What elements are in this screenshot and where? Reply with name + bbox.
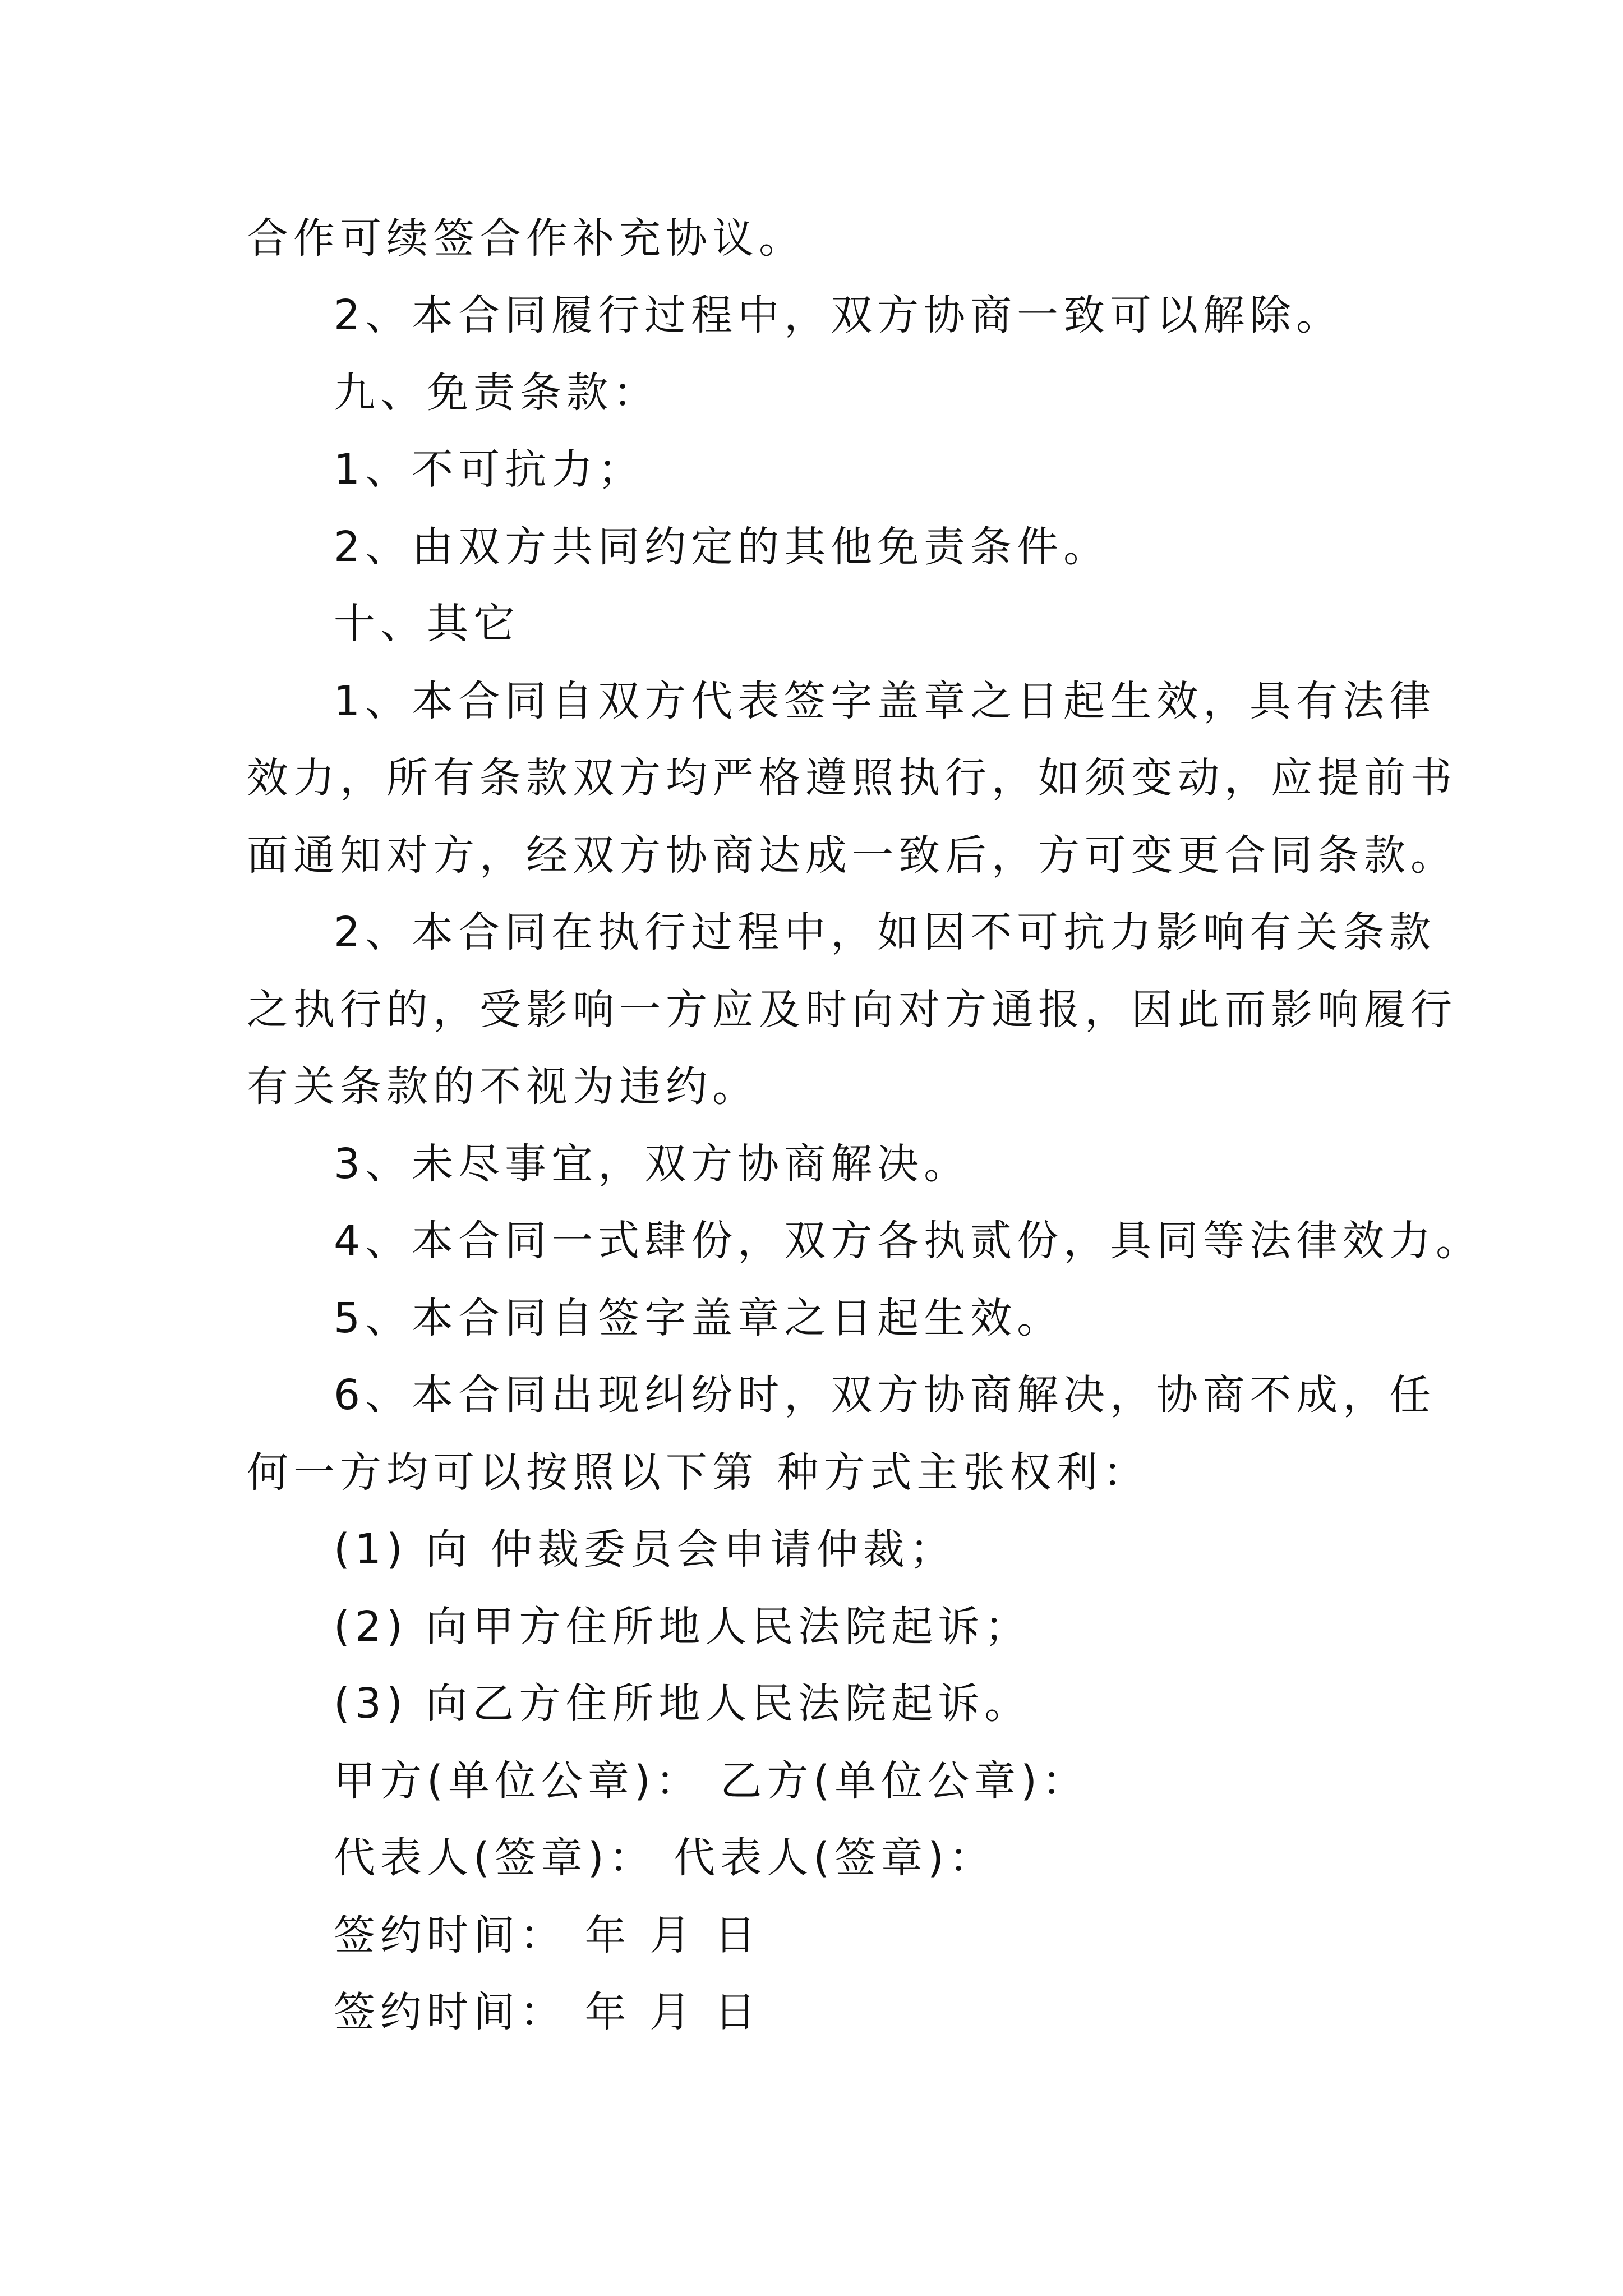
text-line: 签约时间： 年 月 日 — [334, 1988, 761, 2036]
text-line: 6、本合同出现纠纷时，双方协商解决，协商不成，任 — [334, 1371, 1436, 1419]
text-line: 面通知对方，经双方协商达成一致后，方可变更合同条款。 — [247, 831, 1457, 880]
text-line: 十、其它 — [334, 600, 520, 648]
text-line: (3) 向乙方住所地人民法院起诉。 — [334, 1680, 1031, 1728]
text-line: 4、本合同一式肆份，双方各执贰份，具同等法律效力。 — [334, 1217, 1483, 1265]
text-line: 何一方均可以按照以下第 种方式主张权利： — [247, 1448, 1150, 1497]
text-line: (1) 向 仲裁委员会申请仲裁； — [334, 1525, 956, 1573]
text-line: 九、免责条款： — [334, 369, 660, 417]
text-line: 有关条款的不视为违约。 — [247, 1062, 759, 1111]
text-line: 之执行的，受影响一方应及时向对方通报，因此而影响履行 — [247, 986, 1457, 1034]
text-line: 5、本合同自签字盖章之日起生效。 — [334, 1294, 1064, 1342]
text-line: 效力，所有条款双方均严格遵照执行，如须变动，应提前书 — [247, 754, 1457, 802]
text-line: 2、本合同在执行过程中，如因不可抗力影响有关条款 — [334, 908, 1436, 956]
text-line: 2、由双方共同约定的其他免责条件。 — [334, 523, 1110, 571]
text-line: 1、本合同自双方代表签字盖章之日起生效，具有法律 — [334, 677, 1436, 725]
text-line: 甲方(单位公章)： 乙方(单位公章)： — [334, 1757, 1089, 1805]
text-line: 签约时间： 年 月 日 — [334, 1911, 761, 1959]
text-line: 2、本合同履行过程中，双方协商一致可以解除。 — [334, 291, 1343, 339]
text-line: (2) 向甲方住所地人民法院起诉； — [334, 1603, 1031, 1651]
text-line: 合作可续签合作补充协议。 — [247, 214, 805, 263]
text-line: 3、未尽事宜，双方协商解决。 — [334, 1140, 971, 1188]
text-line: 1、不可抗力； — [334, 445, 645, 494]
text-line: 代表人(签章)： 代表人(签章)： — [334, 1834, 996, 1882]
